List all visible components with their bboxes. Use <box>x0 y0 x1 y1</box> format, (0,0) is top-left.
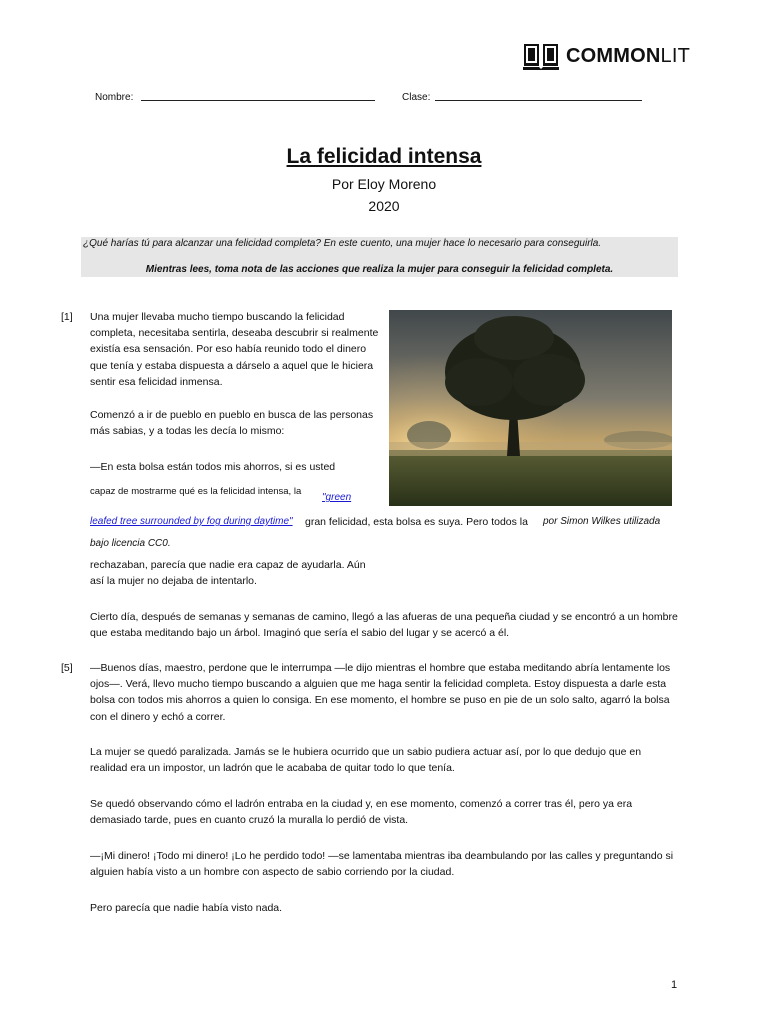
paragraph-7: Se quedó observando cómo el ladrón entraba en la ciudad y, en ese momento, comenzó a correr tras él, pero ya era demasiado tarde, pues en cuanto cruzó la muralla lo perdió de vista. <box>90 798 633 827</box>
page-title: La felicidad intensa <box>286 145 482 168</box>
class-field[interactable] <box>435 100 642 101</box>
name-label: Nombre: <box>95 92 134 103</box>
paragraph-5: —Buenos días, maestro, perdone que le interrumpa —le dijo mientras el hombre que estaba meditando abría lentamente los ojos—. Verá, llevo mucho tiempo buscando a alguien que me haga sentir la felicidad completa. Estoy dispuesta a darle esta bolsa con todos mis ahorros a quien lo consiga. En ese momento, el hombre se puso en pie de un solo salto, agarró la bolsa con el dinero y echó a correr. <box>90 662 671 723</box>
paragraph-1: Una mujer llevaba mucho tiempo buscando la felicidad completa, necesitaba sentirla, deseaba descubrir si realmente existía esa sensación. Por eso había reunido todo el dinero que tenía y estaba dispuesta a dárselo a aquel que le hiciera sentir esa felicidad inmensa. <box>90 311 379 388</box>
paragraph-4: Cierto día, después de semanas y semanas de camino, llegó a las afueras de una pequeña ciudad y se encontró a un hombre que estaba meditando bajo un árbol. Imaginó que sería el sabio del lugar y se acercó a él. <box>90 611 678 640</box>
paragraph-3-line-3: gran felicidad, esta bolsa es suya. Pero todos la <box>305 516 528 528</box>
commonlit-logo <box>523 42 690 70</box>
author-byline: Por Eloy Moreno <box>331 176 437 192</box>
paragraph-3-line-1: —En esta bolsa están todos mis ahorros, si es usted <box>90 461 336 473</box>
paragraph-3-line-2: capaz de mostrarme qué es la felicidad intensa, la <box>90 486 302 497</box>
paragraph-number-1: [1] <box>61 311 73 323</box>
book-icon <box>523 42 559 70</box>
brand-bold: COMMON <box>566 44 661 67</box>
publication-year: 2020 <box>368 198 400 214</box>
tree-in-fog-image <box>389 310 672 506</box>
image-license: bajo licencia CC0. <box>90 538 171 549</box>
paragraph-3-line-4: rechazaban, parecía que nadie era capaz de ayudarla. Aún así la mujer no dejaba de intentarlo. <box>90 559 366 588</box>
paragraph-8: —¡Mi dinero! ¡Todo mi dinero! ¡Lo he perdido todo! —se lamentaba mientras iba deambulando por las calles y preguntando si alguien había visto a un hombre con aspecto de sabio corriendo por la ciudad. <box>90 850 674 879</box>
brand-light: LIT <box>660 44 691 67</box>
paragraph-number-5: [5] <box>61 662 73 674</box>
image-source-link-continued[interactable]: leafed tree surrounded by fog during daytime" <box>90 516 293 527</box>
intro-box <box>81 237 678 277</box>
image-attribution: por Simon Wilkes utilizada <box>543 516 661 527</box>
image-source-link[interactable]: "green <box>322 492 352 503</box>
paragraph-2: Comenzó a ir de pueblo en pueblo en busca de las personas más sabias, y a todas les decía lo mismo: <box>90 409 374 438</box>
intro-instruction: Mientras lees, toma nota de las acciones que realiza la mujer para conseguir la felicidad completa. <box>145 264 614 275</box>
class-label: Clase: <box>402 92 431 103</box>
brand-wordmark <box>566 45 690 68</box>
name-field[interactable] <box>141 100 375 101</box>
intro-question: ¿Qué harías tú para alcanzar una felicidad completa? En este cuento, una mujer hace lo necesario para conseguirla. <box>83 238 602 249</box>
tree-in-fog-illustration <box>389 310 672 506</box>
paragraph-9: Pero parecía que nadie había visto nada. <box>90 902 283 914</box>
paragraph-6: La mujer se quedó paralizada. Jamás se le hubiera ocurrido que un sabio pudiera actuar así, por lo que dedujo que en realidad era un impostor, un ladrón que le acababa de quitar todo lo que tenía. <box>90 746 642 775</box>
page-number: 1 <box>671 979 678 991</box>
